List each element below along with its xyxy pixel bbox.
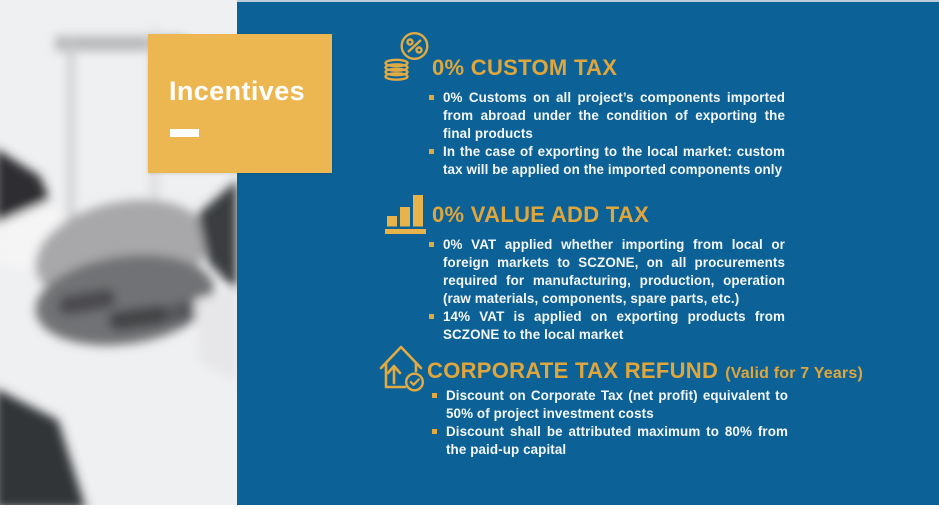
section-heading-value-add-tax [432, 202, 649, 228]
list-item [429, 89, 785, 143]
heading-text: 0% CUSTOM TAX [432, 55, 618, 80]
heading-suffix: (Valid for 7 Years) [725, 365, 863, 382]
custom-tax-bullet-list [429, 89, 785, 179]
bullet-marker-icon [432, 429, 437, 434]
bullet-marker-icon [432, 393, 437, 398]
coins-percent-icon [384, 31, 431, 86]
page-title: Incentives [169, 76, 306, 106]
list-item [429, 236, 785, 308]
bullet-text: In the case of exporting to the local market: custom tax will be applied on the imported components only [443, 144, 785, 177]
bullet-marker-icon [429, 242, 434, 247]
heading-text: CORPORATE TAX REFUND [427, 358, 719, 383]
value-add-tax-bullet-list [429, 236, 785, 344]
bullet-text: Discount on Corporate Tax (net profit) equivalent to 50% of project investment costs [446, 388, 788, 421]
list-item [429, 308, 785, 344]
house-growth-check-icon [378, 342, 428, 397]
list-item [429, 143, 785, 179]
bullet-text: 0% Customs on all project’s components imported from abroad under the condition of exporting the final products [443, 90, 785, 141]
bullet-text: 14% VAT is applied on exporting products from SCZONE to the local market [443, 309, 785, 342]
list-item [432, 387, 788, 423]
bullet-marker-icon [429, 149, 434, 154]
title-box [148, 34, 332, 173]
bullet-marker-icon [429, 314, 434, 319]
bullet-text: 0% VAT applied whether importing from local or foreign markets to SCZONE, on all procurements required for manufacturing, production, operation (raw materials, components, spare parts, etc.) [443, 237, 785, 306]
title-underline [170, 129, 199, 137]
bullet-text: Discount shall be attributed maximum to 80% from the paid-up capital [446, 424, 788, 457]
section-heading-corporate-tax-refund [427, 358, 863, 384]
corporate-tax-refund-bullet-list [432, 387, 788, 459]
bullet-marker-icon [429, 95, 434, 100]
list-item [432, 423, 788, 459]
heading-text: 0% VALUE ADD TAX [432, 202, 650, 227]
section-heading-custom-tax [432, 55, 617, 81]
bar-chart-icon [384, 193, 427, 240]
